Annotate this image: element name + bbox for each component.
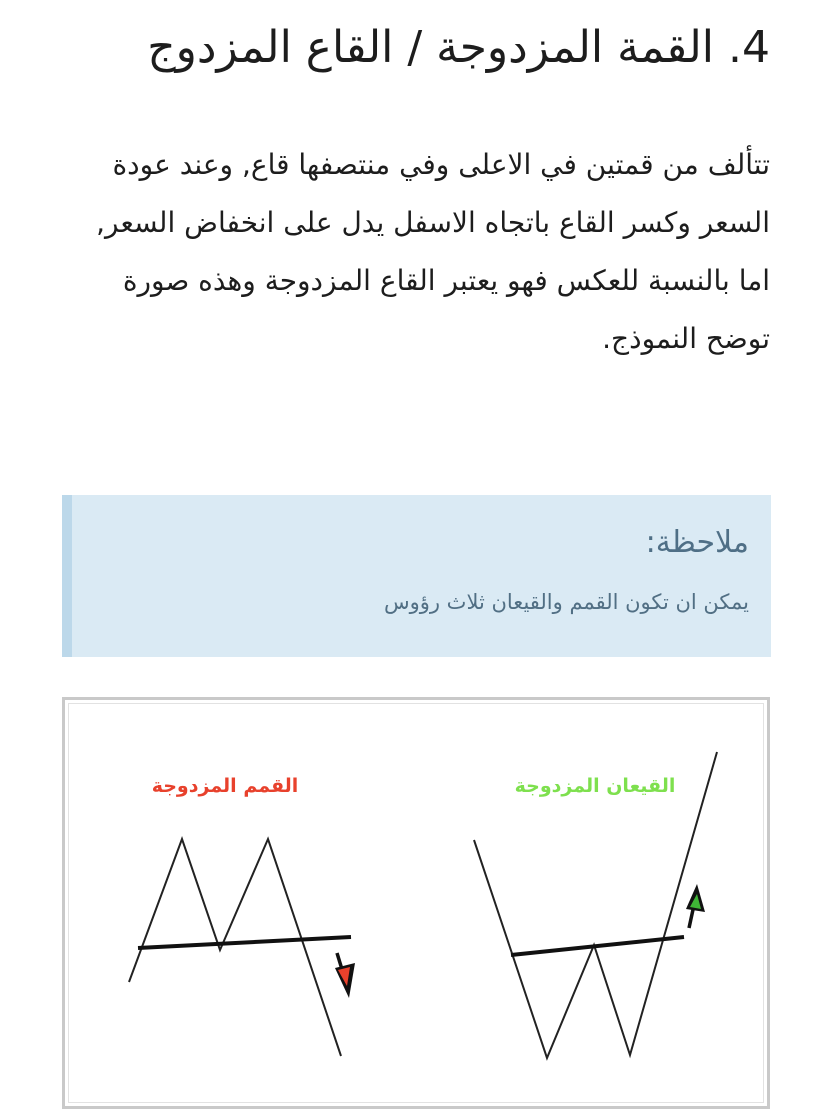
- note-body: يمكن ان تكون القمم والقيعان ثلاث رؤوس: [383, 590, 749, 614]
- arrow-up-icon: [686, 884, 705, 928]
- double-bottom-price-line: [474, 752, 717, 1058]
- double-bottom-pattern: [474, 752, 717, 1058]
- double-top-neckline: [138, 937, 351, 948]
- double-bottom-neckline: [511, 937, 684, 955]
- arrow-down-icon: [335, 953, 355, 998]
- pattern-illustration: [65, 700, 767, 1106]
- section-heading: 4. القمة المزدوجة / القاع المزدوج: [147, 22, 770, 73]
- pattern-figure: [62, 697, 770, 1109]
- double-top-label: القمم المزدوجة: [151, 775, 299, 797]
- double-bottom-label: القيعان المزدوجة: [514, 775, 676, 797]
- description-paragraph: تتألف من قمتين في الاعلى وفي منتصفها قاع, وعند عودة السعر وكسر القاع باتجاه الاسفل يدل على انخفاض السعر, اما بالنسبة للعكس فهو يعتبر القاع المزدوجة وهذه صورة توضح النموذج.: [96, 148, 770, 355]
- article: [62, 0, 770, 368]
- note-title: ملاحظة:: [645, 525, 749, 560]
- note-box: [62, 495, 771, 657]
